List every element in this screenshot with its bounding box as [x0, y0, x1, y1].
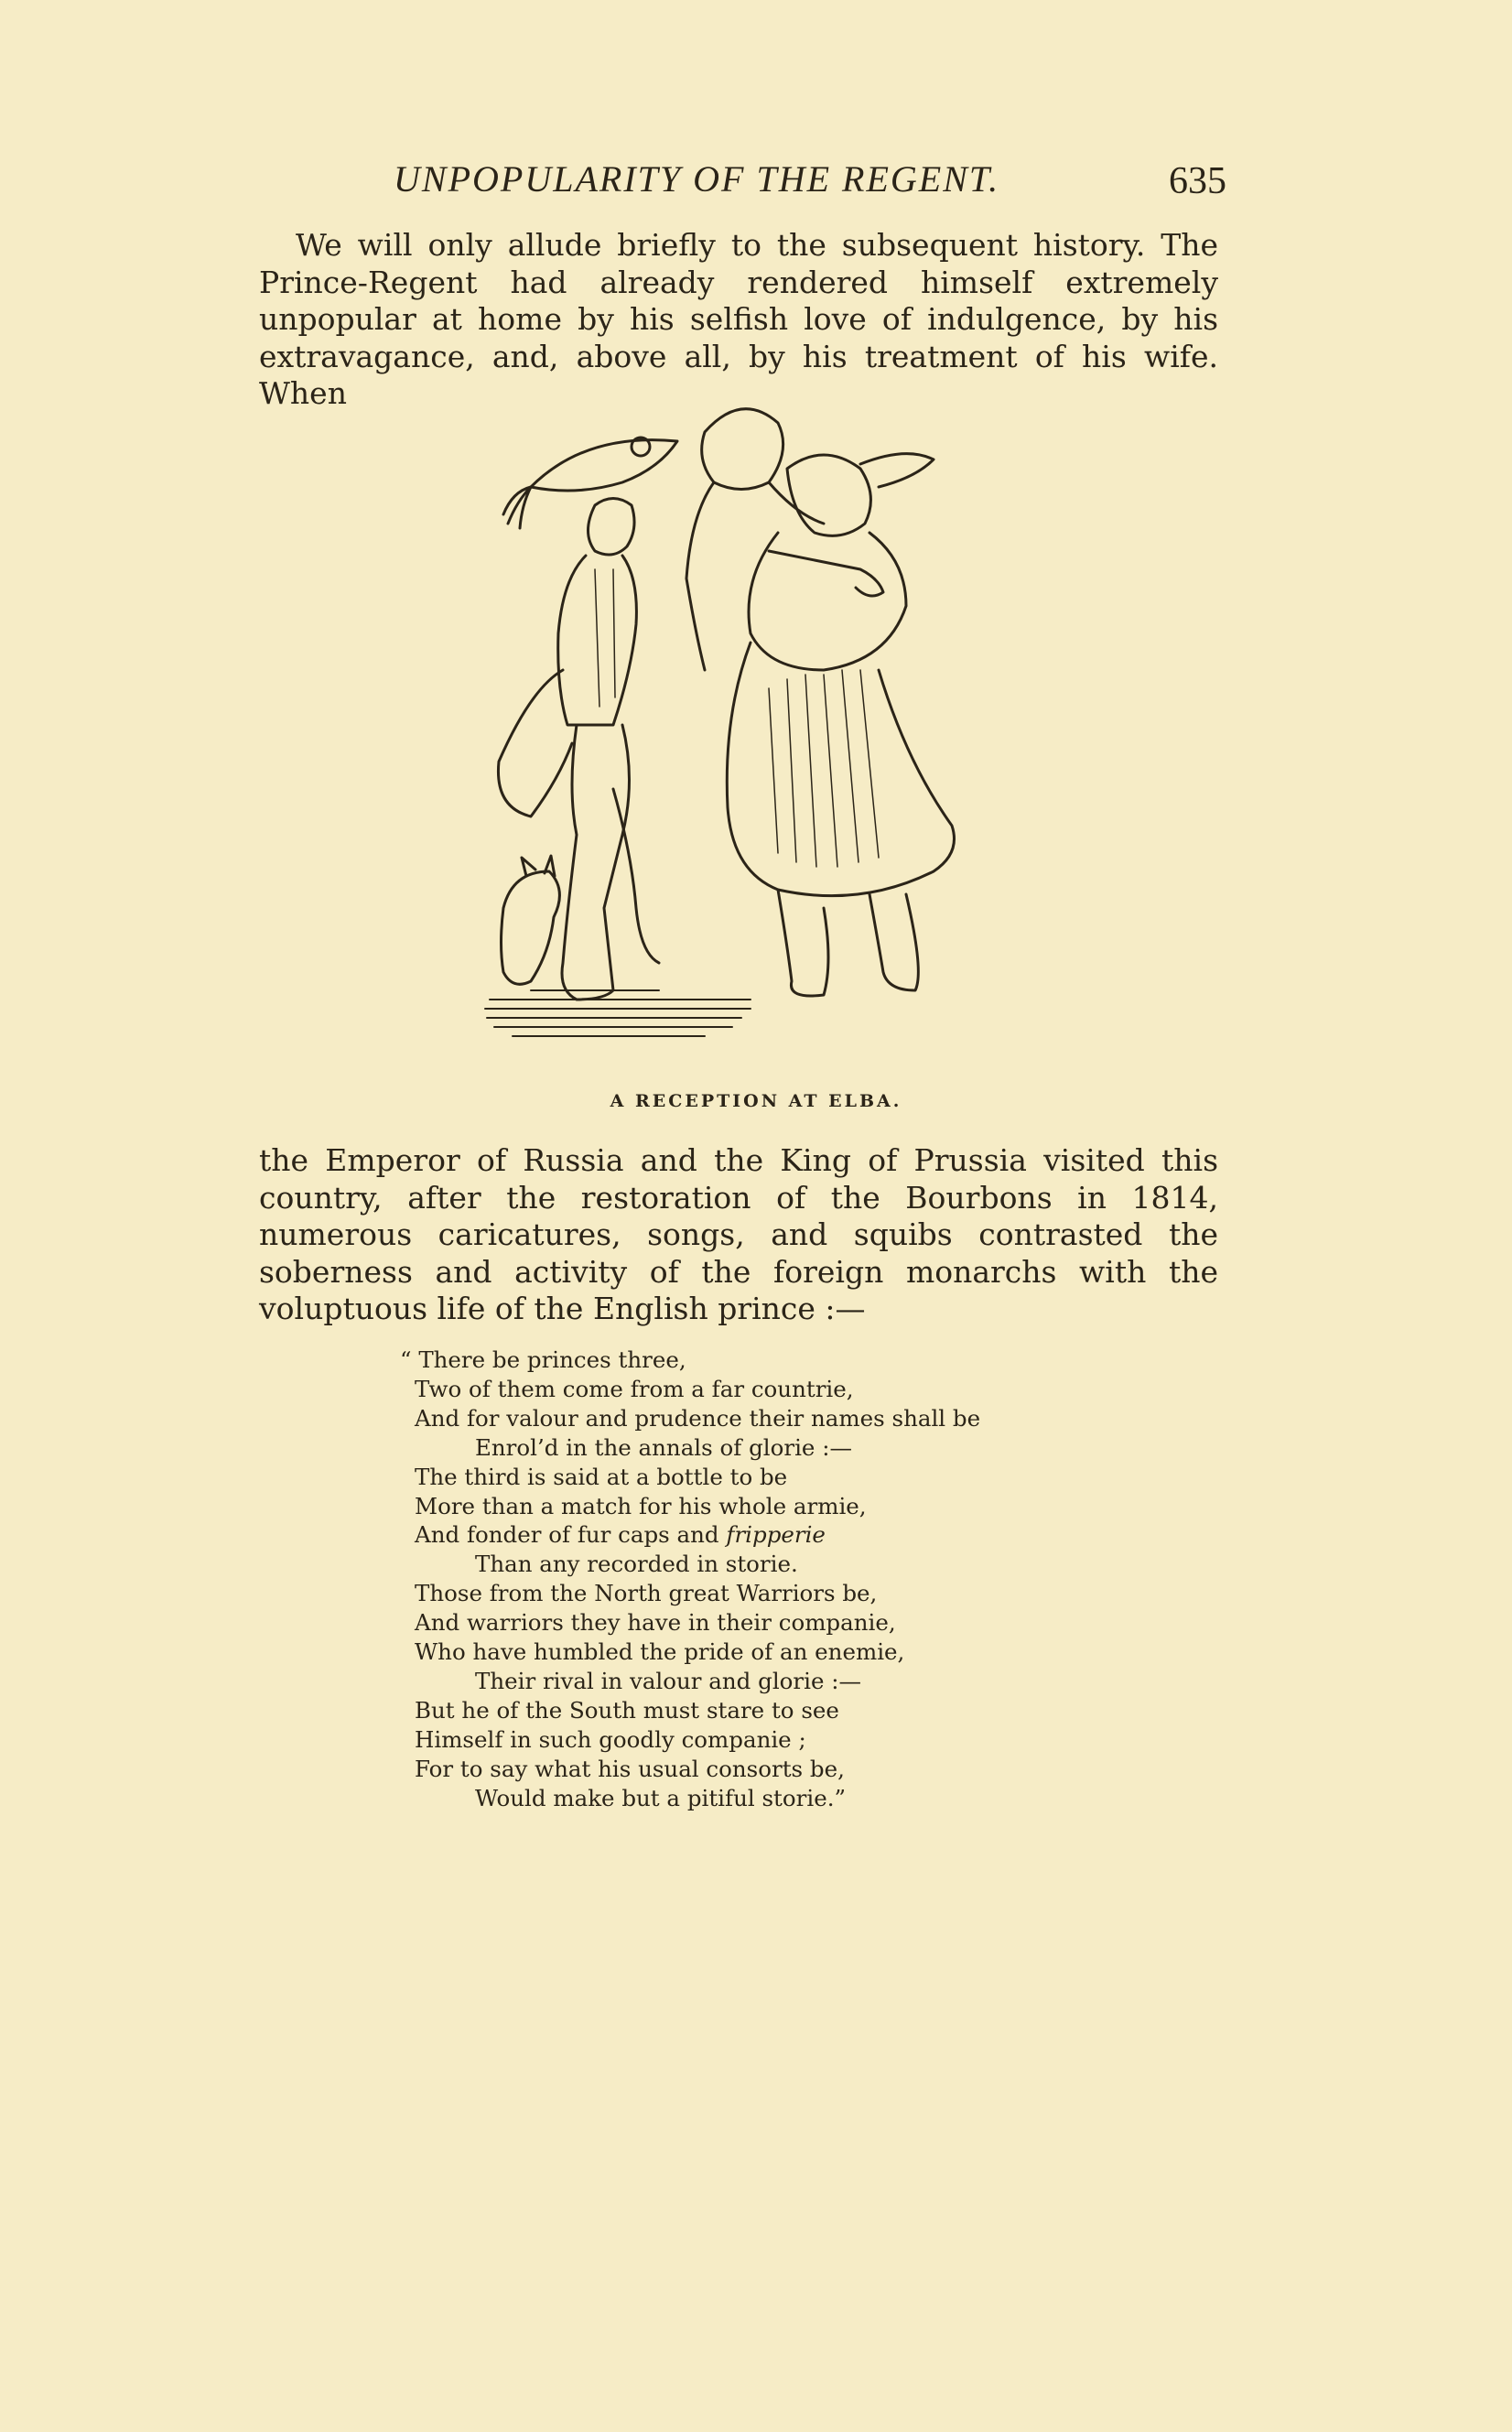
poem-line: And warriors they have in their companie, [415, 1609, 896, 1637]
running-title: UNPOPULARITY OF THE REGENT. [394, 158, 1000, 200]
poem-line: Two of them come from a far countrie, [415, 1375, 854, 1402]
illustration-caption: A RECEPTION AT ELBA. [610, 1091, 902, 1111]
poem-line: “ There be princes three, [400, 1346, 686, 1373]
cossack-figure [702, 409, 783, 490]
poem-line: For to say what his usual consorts be, [415, 1755, 845, 1782]
woman-figure [787, 455, 870, 535]
bicorne-hat [531, 440, 677, 491]
poem-line-text: And fonder of fur caps and [415, 1521, 727, 1549]
page-header [384, 157, 1226, 212]
poem-line: But he of the South must stare to see [415, 1696, 839, 1724]
caricature-illustration [476, 395, 1007, 1064]
paragraph-prince-regent: We will only allude briefly to the subsequent history. The Prince-Regent had already rendered himself extremely unpopular at home by his selfish love of indulgence, by his extravagance, and, above all, by his treatment of his wife. When [259, 227, 1218, 411]
ground-hatching [485, 990, 751, 1036]
poem [400, 1346, 1165, 1813]
poem-line: And for valour and prudence their names shall be [415, 1404, 981, 1432]
poem-line: Their rival in valour and glorie :— [475, 1667, 862, 1694]
poem-line: Those from the North great Warriors be, [415, 1580, 878, 1607]
poem-line: Who have humbled the pride of an enemie, [415, 1638, 905, 1666]
poem-line: Than any recorded in storie. [475, 1551, 798, 1578]
poem-line: The third is said at a bottle to be [415, 1463, 788, 1490]
dog [502, 871, 560, 984]
poem-line: Would make but a pitiful storie.” [475, 1784, 847, 1811]
poem-line: More than a match for his whole armie, [415, 1492, 867, 1519]
poem-line: Enrol’d in the annals of glorie :— [475, 1433, 852, 1461]
poem-line [415, 1520, 1165, 1550]
paragraph-emperor: the Emperor of Russia and the King of Prussia visited this country, after the restoration of the Bourbons in 1814, numerous caricatures, songs, and squibs contrasted the soberness and activity of the foreign monarchs with the voluptuous life of the English prince :— [259, 1142, 1218, 1326]
page-number: 635 [1169, 160, 1226, 202]
pipe [769, 551, 883, 596]
poem-italic-word: fripperie [726, 1521, 826, 1549]
napoleon-figure [589, 499, 635, 556]
poem-line: Himself in such goodly companie ; [415, 1725, 806, 1753]
